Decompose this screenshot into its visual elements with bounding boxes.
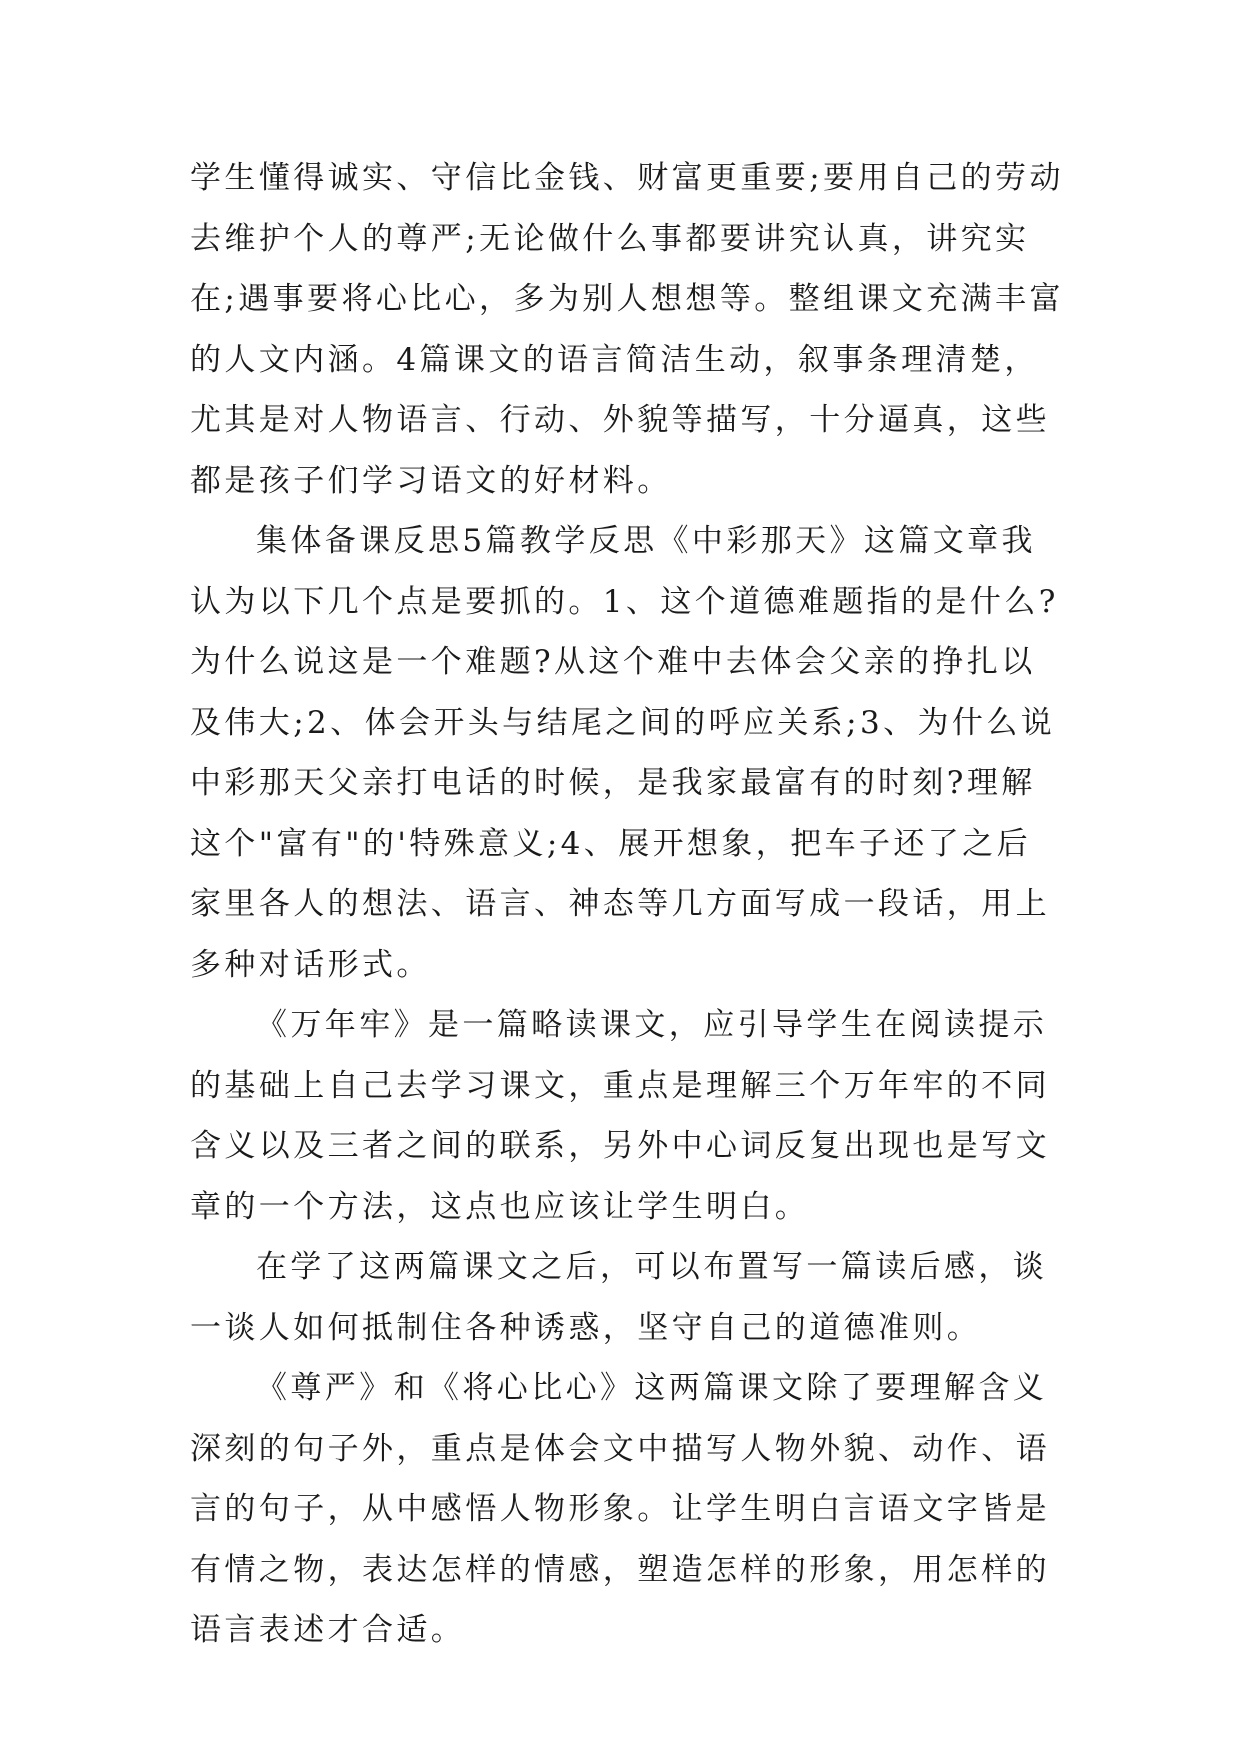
paragraph-reading-response: 在学了这两篇课文之后，可以布置写一篇读后感，谈一谈人如何抵制住各种诱惑，坚守自己的道德准则。 [190,1249,1048,1346]
document-body [190,148,1065,1661]
paragraph-zhongcai-reflection: 集体备课反思5篇教学反思《中彩那天》这篇文章我认为以下几个点是要抓的。1、这个道德难题指的是什么?为什么说这是一个难题?从这个难中去体会父亲的挣扎以及伟大;2、体会开头与结尾之间的呼应关系;3、为什么说中彩那天父亲打电话的时候，是我家最富有的时刻?理解这个"富有"的'特殊意义;4、展开想象，把车子还了之后家里各人的想法、语言、神态等几方面写成一段话，用上多种对话形式。 [190,523,1059,983]
paragraph-wannianlao: 《万年牢》是一篇略读课文，应引导学生在阅读提示的基础上自己去学习课文，重点是理解三个万年牢的不同含义以及三者之间的联系，另外中心词反复出现也是写文章的一个方法，这点也应该让学生明白。 [190,1007,1050,1225]
paragraph-zunyan-jiangxinbixin: 《尊严》和《将心比心》这两篇课文除了要理解含义深刻的句子外，重点是体会文中描写人物外貌、动作、语言的句子，从中感悟人物形象。让学生明白言语文字皆是有情之物，表达怎样的情感，塑造怎样的形象，用怎样的语言表述才合适。 [190,1370,1050,1648]
paragraph-continued: 学生懂得诚实、守信比金钱、财富更重要;要用自己的劳动去维护个人的尊严;无论做什么事都要讲究认真，讲究实在;遇事要将心比心，多为别人想想等。整组课文充满丰富的人文内涵。4篇课文的语言简洁生动，叙事条理清楚，尤其是对人物语言、行动、外貌等描写，十分逼真，这些都是孩子们学习语文的好材料。 [190,160,1064,499]
